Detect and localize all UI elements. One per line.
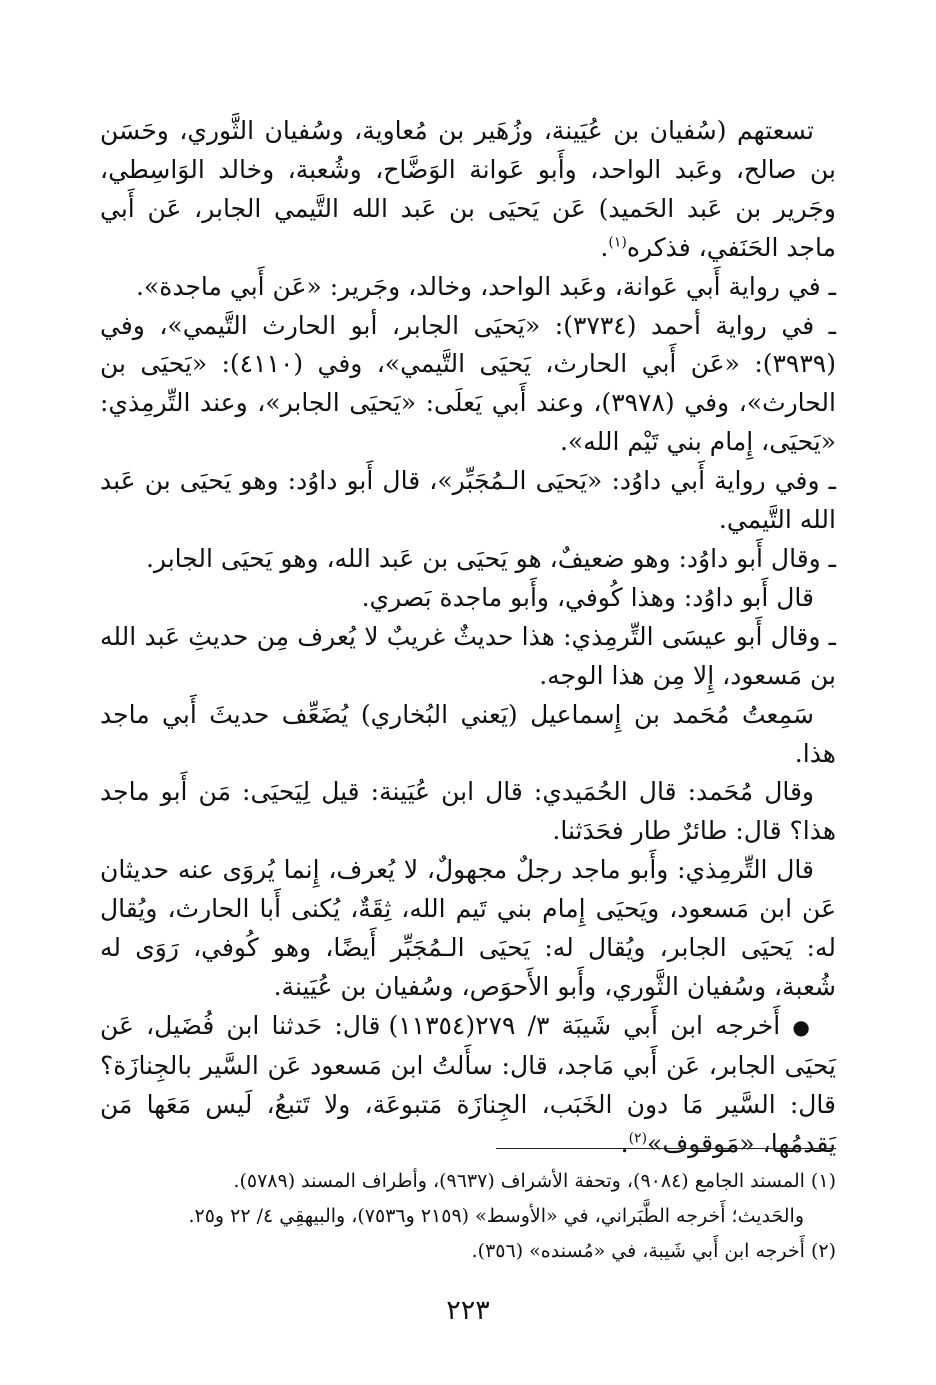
- footnote-1: (١) المسند الجامع (٩٠٨٤)، وتحفة الأشراف (٩٦٣٧)، وأطراف المسند (٥٧٨٩).: [233, 1170, 836, 1192]
- paragraph: وقال مُحَمد: قال الحُمَيدي: قال ابن عُيَينة: قيل لِيَحيَى: مَن أَبو ماجد هذا؟ قال: طائرٌ طار فحَدَثنا.: [100, 777, 836, 846]
- page-number: ٢٢٣: [446, 1295, 490, 1326]
- footnotes: [100, 1164, 836, 1269]
- footnote-1-continued: والحَديث؛ أَخرجه الطَّبَراني، في «الأوسط» (٢١٥٩ و٧٥٣٦)، والبيهقِي ٤/ ٢٢ و٢٥.: [188, 1205, 804, 1227]
- paragraph: قال التِّرمِذي: وأَبو ماجد رجلٌ مجهولٌ، لا يُعرف، إِنما يُروَى عنه حديثان عَن ابن مَسعود، ويَحيَى إِمام بني تَيم الله، ثِقَةٌ، يُكنى أَبا الحارث، ويُقال له: يَحيَى الجابر، ويُقال له: يَحيَى الـمُجَبِّر أَيضًا، وهو كُوفي، رَوَى له شُعبة، وسُفيان الثَّوري، وأَبو الأَحوَص، وسُفيان بن عُيَينة.: [100, 855, 836, 1001]
- paragraph: ـ في رواية أَبي عَوانة، وعَبد الواحد، وخالد، وجَرير: «عَن أَبي ماجدة».: [135, 271, 836, 301]
- footnote-divider: [496, 1148, 836, 1149]
- paragraph-text: تسعتهم (سُفيان بن عُيَينة، وزُهَير بن مُعاوية، وسُفيان الثَّوري، وحَسَن بن صالح، وعَبد الواحد، وأَبو عَوانة الوَضَّاح، وشُعبة، وخالد الوَاسِطي، وجَرير بن عَبد الحَميد) عَن يَحيَى بن عَبد الله التَّيمي الجابر، عَن أَبي ماجد الحَنَفي، فذكره: [100, 116, 836, 262]
- paragraph: تسعتهم (سُفيان بن عُيَينة، وزُهَير بن مُعاوية، وسُفيان الثَّوري، وحَسَن بن صالح، وعَبد الواحد، وأَبو عَوانة الوَضَّاح، وشُعبة، وخالد الوَاسِطي، وجَرير بن عَبد الحَميد) عَن يَحيَى بن عَبد الله التَّيمي الجابر، عَن أَبي ماجد الحَنَفي، فذكره$^{(١)}$.: [100, 116, 836, 262]
- paragraph: سَمِعتُ مُحَمد بن إِسماعيل (يَعني البُخاري) يُضَعِّف حديثَ أَبي ماجد هذا.: [100, 699, 836, 768]
- paragraph: ـ في رواية أحمد (٣٧٣٤): «يَحيَى الجابر، أبو الحارث التَّيمي»، وفي (٣٩٣٩): «عَن أَبي الحارث، يَحيَى التَّيمي»، وفي (٤١١٠): «يَحيَى بن الحارث»، وفي (٣٩٧٨)، وعند أَبي يَعلَى: «يَحيَى الجابر»، وعند التِّرمِذي: «يَحيَى، إِمام بني تَيْم الله».: [100, 310, 836, 457]
- paragraph-text: أَخرجه ابن أَبي شَيبَة ٣/ ٢٧٩(١١٣٥٤) قال: حَدثنا ابن فُضَيل، عَن يَحيَى الجابر، عَن أَبي مَاجد، قال: سأَلتُ ابن مَسعود عَن السَّير بالجِنازَة؟ قال: السَّير مَا دون الخَبَب، الجِنازَة مَتبوعَة، ولا تَتبعُ، لَيس مَعَها مَن يَقدمُها، «مَوقوف»: [100, 1010, 836, 1158]
- paragraph: ـ وفي رواية أَبي داوُد: «يَحيَى الـمُجَبِّر»، قال أَبو داوُد: وهو يَحيَى بن عَبد الله التَّيمي.: [100, 466, 836, 535]
- paragraph: ـ وقال أَبو داوُد: وهو ضعيفٌ، هو يَحيَى بن عَبد الله، وهو يَحيَى الجابر.: [145, 543, 836, 573]
- main-text: [100, 112, 836, 1163]
- paragraph: ـ وقال أَبو عيسَى التِّرمِذي: هذا حديثٌ غريبٌ لا يُعرف مِن حديثِ عَبد الله بن مَسعود، إِلا مِن هذا الوجه.: [100, 621, 836, 690]
- footnote-2: (٢) أَخرجه ابن أَبي شَيبة، في «مُسنده» (٣٥٦).: [471, 1240, 836, 1262]
- footnote-reference[interactable]: (٢): [628, 1130, 648, 1147]
- page-content: [100, 112, 836, 1163]
- paragraph: ● أَخرجه ابن أَبي شَيبَة ٣/ ٢٧٩(١١٣٥٤) قال: حَدثنا ابن فُضَيل، عَن يَحيَى الجابر، عَن أَبي مَاجد، قال: سأَلتُ ابن مَسعود عَن السَّير بالجِنازَة؟ قال: السَّير مَا دون الخَبَب، الجِنازَة مَتبوعَة، ولا تَتبعُ، لَيس مَعَها مَن يَقدمُها، «مَوقوف»$^{(٢)}$.: [100, 1010, 836, 1158]
- footnote-reference[interactable]: (١): [608, 234, 627, 251]
- paragraph: قال أَبو داوُد: وهذا كُوفي، وأَبو ماجدة بَصري.: [361, 582, 814, 612]
- bullet-icon: ●: [792, 1014, 815, 1039]
